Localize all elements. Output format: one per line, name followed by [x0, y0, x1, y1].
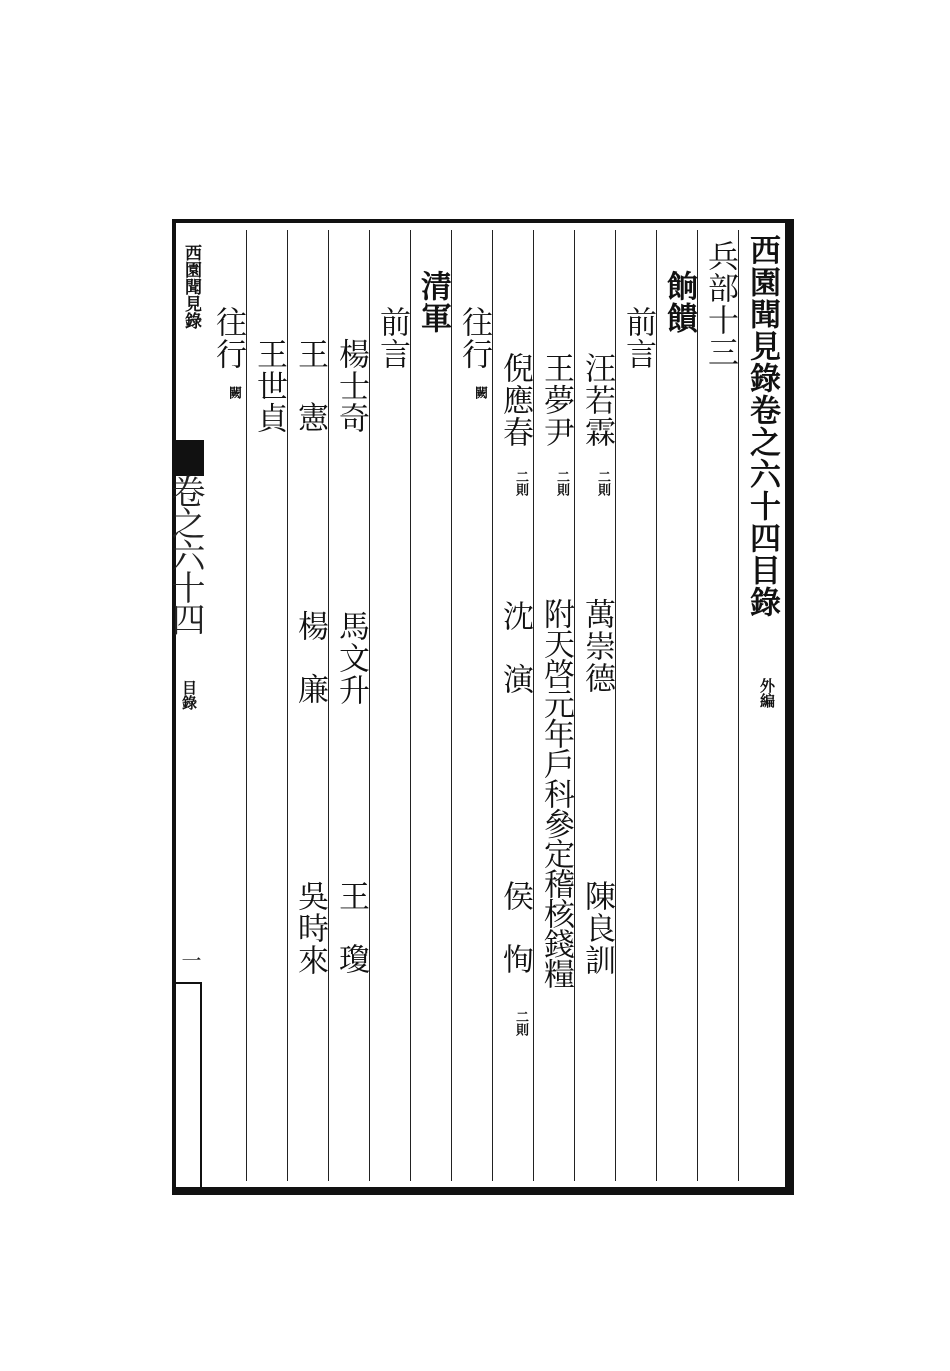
list-item: 馬文升 [333, 610, 369, 706]
column-rule [738, 230, 739, 1181]
list-item: 王世貞 [251, 338, 287, 434]
margin-volume: 卷之六十四 [165, 474, 205, 634]
column-rule [410, 230, 411, 1181]
item-note: 二則 [513, 1010, 528, 1036]
list-item: 倪應春 [497, 352, 533, 448]
topic-heading: 清軍 [415, 270, 451, 334]
list-item: 附天啓元年戶科參定稽核錢糧 [538, 598, 574, 988]
column-rule [656, 230, 657, 1181]
list-item: 吳時來 [292, 880, 328, 976]
item-note: 二則 [513, 470, 528, 496]
list-item: 楊廉 [292, 610, 328, 736]
topic-heading: 餉饋 [661, 270, 697, 334]
margin-section: 目錄 [180, 680, 198, 710]
page-number: 一 [178, 950, 202, 970]
margin-book-title: 西園聞見錄 [181, 244, 201, 329]
section-heading: 兵部十三 [702, 240, 738, 368]
group-label: 前言 [374, 306, 410, 370]
list-item: 沈演 [497, 600, 533, 726]
list-item: 王瓊 [333, 880, 369, 1006]
group-label-note: 闕 [226, 386, 241, 399]
list-item: 侯恂 [497, 880, 533, 1006]
group-label: 前言 [620, 306, 656, 370]
list-item: 楊士奇 [333, 338, 369, 434]
column-rule [697, 230, 698, 1181]
column-rule [492, 230, 493, 1181]
item-note: 二則 [554, 470, 569, 496]
fishtail-mark [176, 440, 204, 476]
list-item: 陳良訓 [579, 880, 615, 976]
item-note: 二則 [595, 470, 610, 496]
margin-corner-rule [200, 982, 202, 1195]
list-item: 王憲 [292, 338, 328, 464]
page-title: 西園聞見錄卷之六十四目錄 [744, 234, 780, 618]
list-item: 汪若霖 [579, 352, 615, 448]
list-item: 萬崇德 [579, 598, 615, 694]
list-item: 王夢尹 [538, 352, 574, 448]
group-label-note: 闕 [472, 386, 487, 399]
group-label: 往行 [456, 306, 492, 370]
edition-note: 外編 [758, 678, 776, 708]
column-rule [246, 230, 247, 1181]
group-label: 往行 [210, 306, 246, 370]
column-rule [451, 230, 452, 1181]
margin-corner-rule [172, 982, 202, 984]
